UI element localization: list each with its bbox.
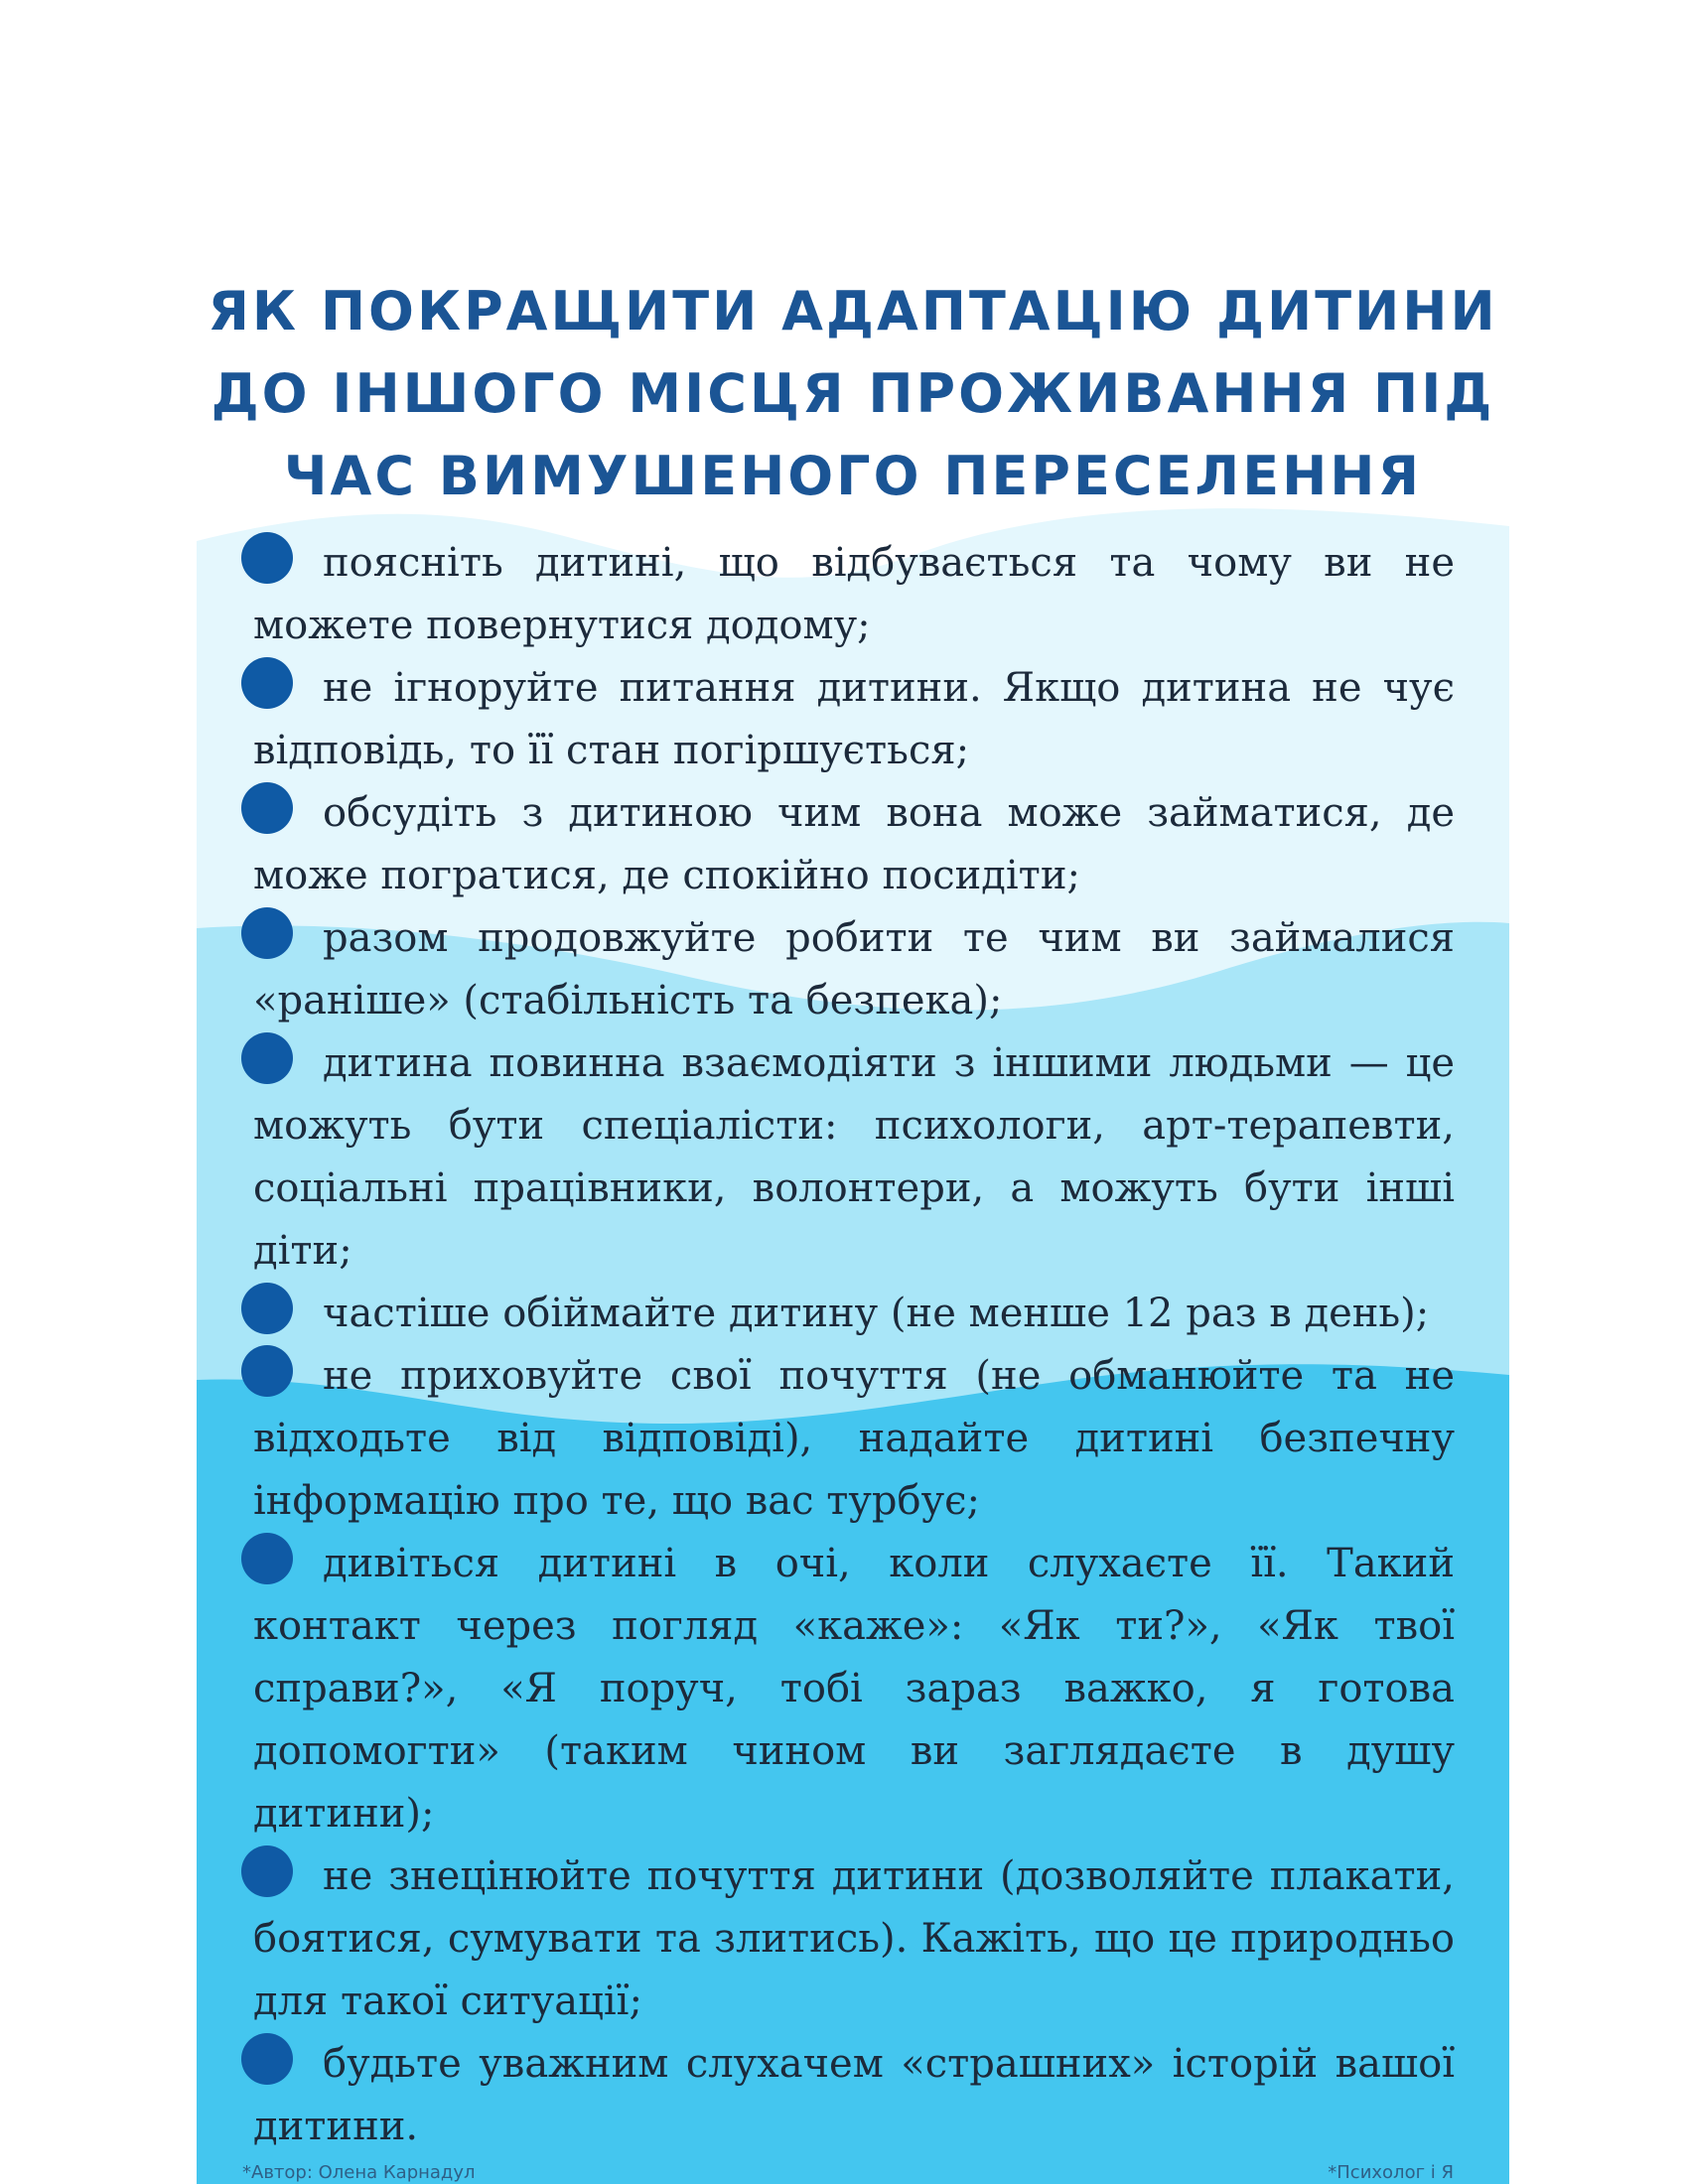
- tip-text: обсудіть з дитиною чим вона може займатися, де може пограτися, де спокійно посидіти;: [253, 790, 1455, 898]
- list-item: [253, 1283, 1455, 1345]
- bullet-dot: [241, 907, 293, 959]
- list-item: [253, 657, 1455, 782]
- tip-text: частіше обіймайте дитину (не менше 12 раз в день);: [323, 1291, 1430, 1336]
- list-item: [253, 2033, 1455, 2158]
- bullet-dot: [241, 2033, 293, 2085]
- tip-text: пояcніть дитині, що відбувається та чому ви не можете повернутися додому;: [253, 540, 1455, 648]
- tip-text: не приховуйте свої почуття (не обманюйте та не відходьте від відповіді), надайте дитині безпечну інформацію про те, що вас турбує;: [253, 1353, 1455, 1524]
- list-item: [253, 1845, 1455, 2033]
- list-item: [253, 782, 1455, 907]
- bullet-dot: [241, 782, 293, 834]
- tips-list: [253, 532, 1455, 2158]
- bullet-dot: [241, 1032, 293, 1084]
- list-item: [253, 532, 1455, 657]
- tip-text: будьте уважним слухачем «страшних» історій вашої дитини.: [253, 2041, 1455, 2149]
- bullet-dot: [241, 1845, 293, 1897]
- poster: [197, 0, 1509, 2184]
- tip-text: дивіться дитині в очі, коли слухаєте її. Такий контакт через погляд «каже»: «Як ти?», «Як твої справи?», «Я поруч, тобі зараз важко, я готова допомогти» (таким чином ви заглядаєте в душу дитини);: [253, 1541, 1455, 1837]
- tip-text: разом продовжуйте робити те чим ви займалися «раніше» (стабільність та безпека);: [253, 915, 1455, 1024]
- bullet-dot: [241, 1533, 293, 1584]
- list-item: [253, 907, 1455, 1032]
- list-item: [253, 1533, 1455, 1845]
- page-title: ЯК ПОКРАЩИТИ АДАПТАЦІЮ ДИТИНИ ДО ІНШОГО МІСЦЯ ПРОЖИВАННЯ ПІД ЧАС ВИМУШЕНОГО ПЕРЕСЕЛЕННЯ: [208, 280, 1498, 507]
- bullet-dot: [241, 1345, 293, 1397]
- bullet-dot: [241, 532, 293, 584]
- bullet-dot: [241, 1283, 293, 1334]
- list-item: [253, 1032, 1455, 1283]
- tip-text: не ігноруйте питання дитини. Якщо дитина не чує відповідь, то її стан погіршується;: [253, 665, 1455, 773]
- list-item: [253, 1345, 1455, 1533]
- tip-text: не знецінюйте почуття дитини (дозволяйте плакати, боятися, сумувати та злитись). Кажіть, що це природньо для такої ситуації;: [253, 1853, 1455, 2024]
- bullet-dot: [241, 657, 293, 709]
- author-credit: *Автор: Олена Карнадул: [242, 2162, 476, 2183]
- source-credit: *Психолог і Я: [1328, 2162, 1454, 2183]
- tip-text: дитина повинна взаємодіяти з іншими людьми — це можуть бути спеціалісти: психологи, арт-терапевти, соціальні працівники, волонтери, а можуть бути інші діти;: [253, 1040, 1455, 1274]
